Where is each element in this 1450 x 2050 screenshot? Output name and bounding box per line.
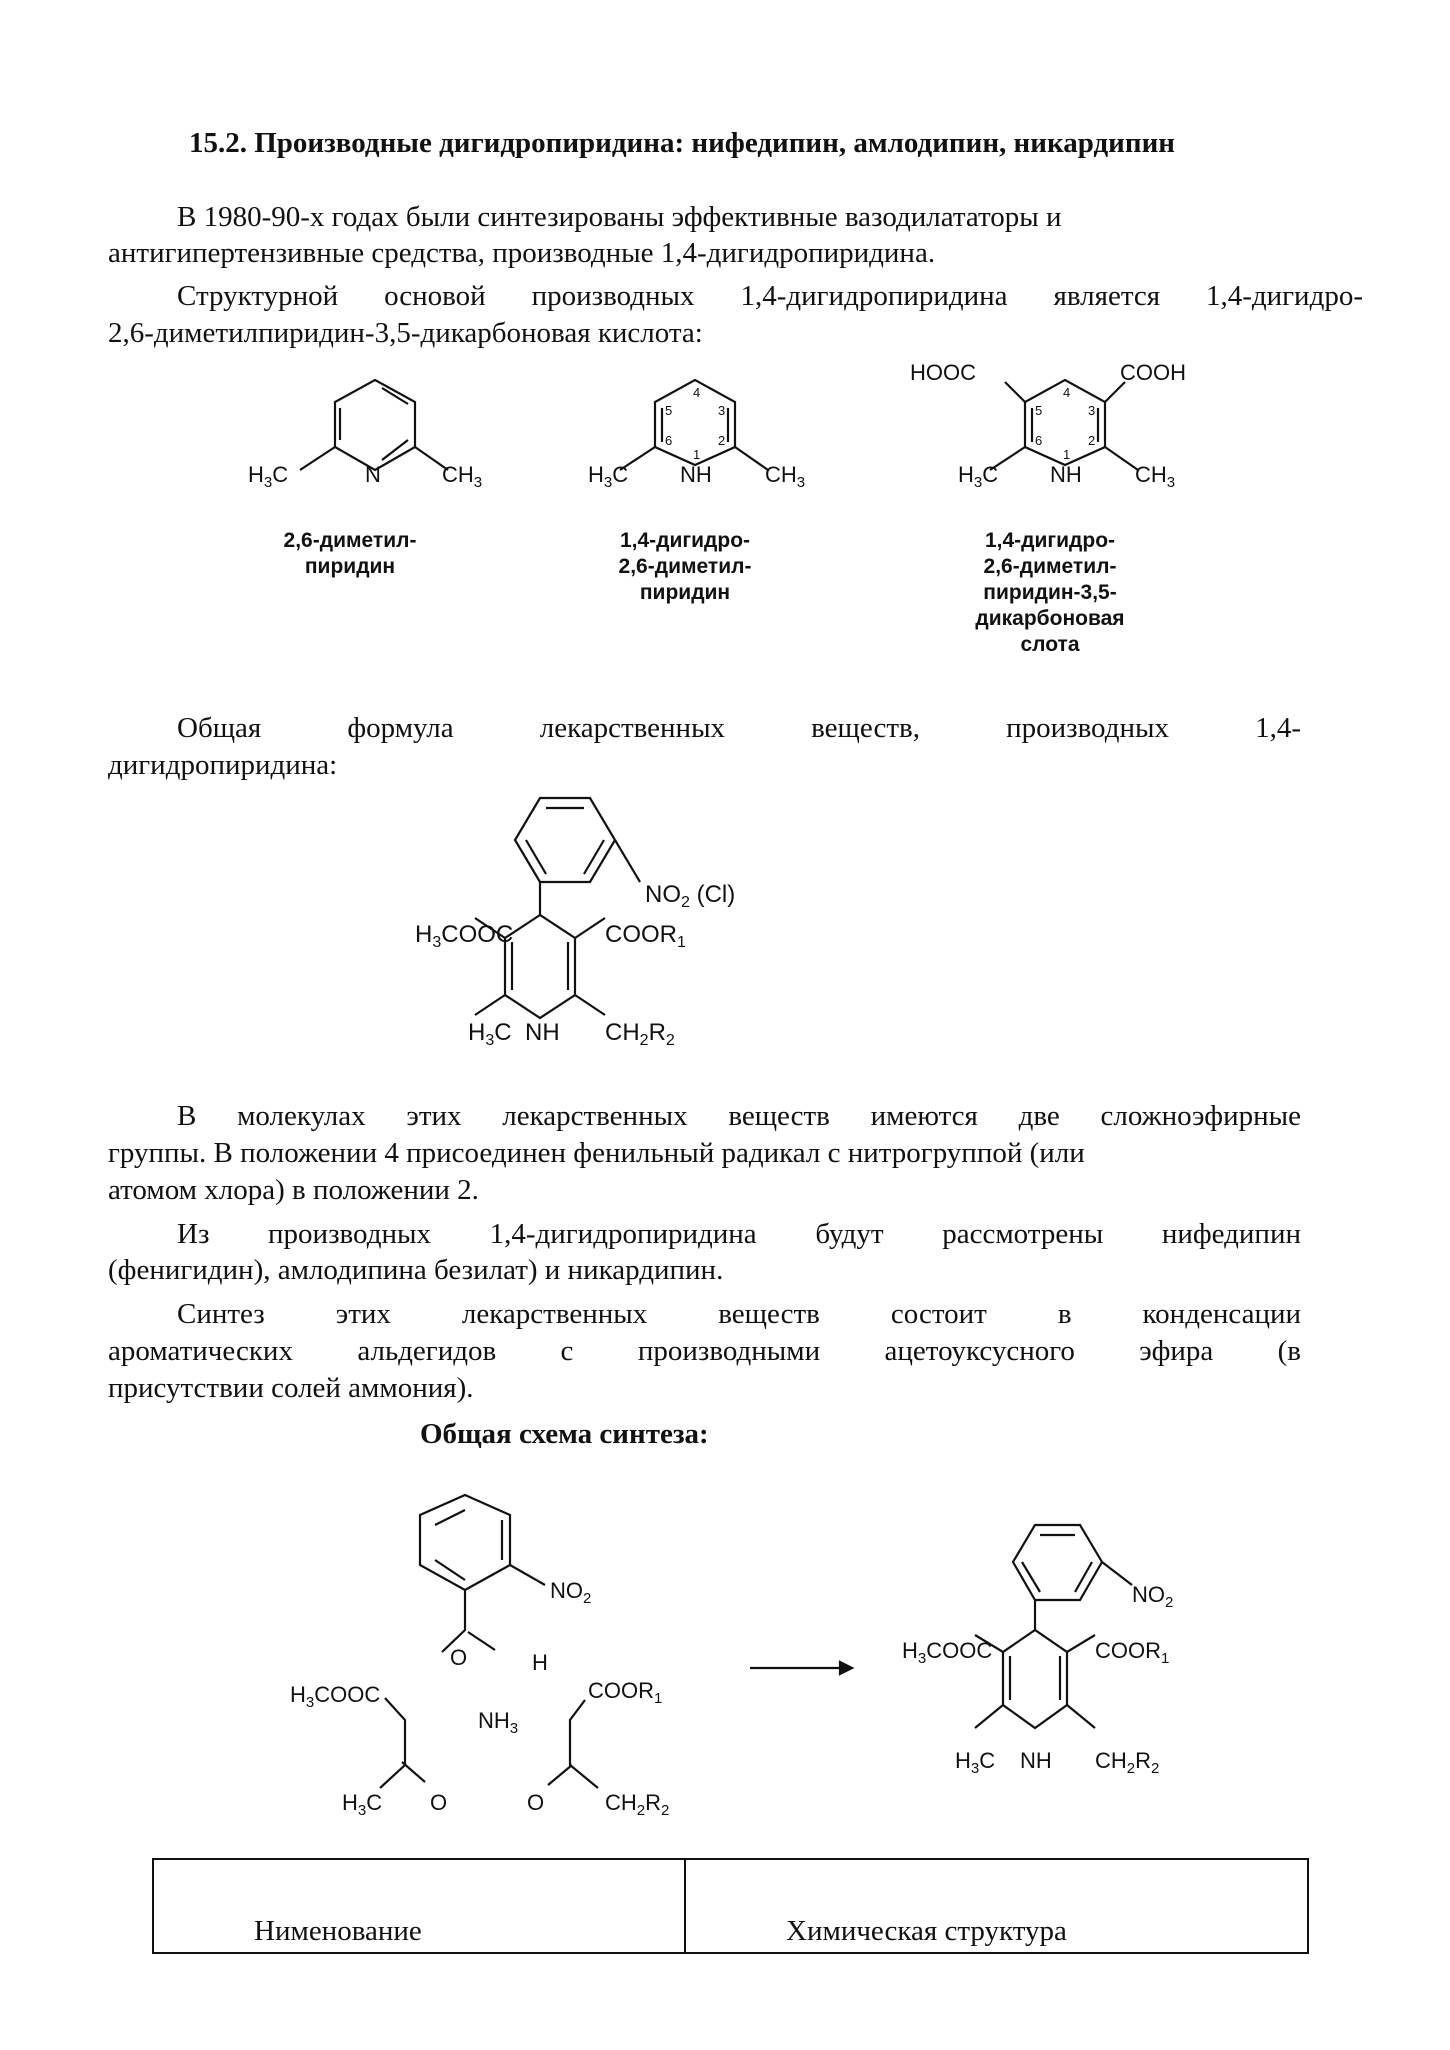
compounds-table [152,1858,1309,1954]
svg-text:CH3: $CH_3$ [1135,462,1176,491]
svg-text:6: 6 [1035,433,1043,448]
svg-text:NO2 (Cl): $NO_2$ (Cl) [645,881,736,911]
svg-text:3: 3 [1088,403,1096,418]
intro-line-2: антигипертензивные средства, производные 1,4-дигидропиридина. [108,237,936,269]
general-formula-structure [400,790,820,1060]
svg-text:CH2R2: $CH_2R_2$ [605,1790,670,1819]
svg-text:O: O [450,1645,468,1670]
structure-dimethylpyridine [300,380,448,470]
svg-text:2: 2 [1088,433,1096,448]
svg-text:4: 4 [1063,385,1071,400]
svg-text:H3C: $H_3C$ [955,1748,996,1777]
svg-text:5: 5 [665,403,673,418]
svg-text:2: 2 [718,433,726,448]
svg-text:5: 5 [1035,403,1043,418]
svg-text:O: O [430,1790,448,1815]
svg-text:COOH: COOH [1120,360,1186,385]
svg-text:O: O [527,1790,545,1815]
table-header-name: Нименование [153,1859,685,1953]
svg-text:4: 4 [693,385,701,400]
svg-text:N: N [365,462,381,487]
scheme-title: Общая схема синтеза: [420,1418,709,1450]
svg-text:NH: NH [1020,1748,1052,1773]
synth-line-2: ароматических альдегидов с производными ацетоуксусного эфира (в [108,1335,1301,1367]
general-line-2: дигидропиридина: [108,749,338,781]
svg-text:H3C: $H_3C$ [248,462,289,491]
svg-text:H3C: $H_3C$ [468,1019,512,1049]
svg-text:H3C: $H_3C$ [342,1790,383,1819]
svg-text:6: 6 [665,433,673,448]
structure-label-3: 1,4-дигидро- 2,6-диметил- пиридин-3,5- дикарбоновая слота [975,529,1125,656]
section-title: 15.2. Производные дигидропиридина: нифедипин, амлодипин, никардипин [189,127,1175,159]
svg-text:NO2: $NO_2$ [1132,1582,1174,1611]
table-header-structure: Химическая структура [685,1859,1308,1953]
molecules-line-1: В молекулах этих лекарственных веществ имеются две сложноэфирные [177,1100,1301,1132]
svg-text:COOR1: $COOR_1$ [605,921,686,951]
basis-line-1: Структурной основой производных 1,4-дигидропиридина является 1,4-дигидро- [177,280,1363,312]
svg-text:COOR1: $COOR_1$ [1095,1638,1170,1667]
svg-text:NH: NH [525,1019,560,1046]
svg-text:1: 1 [693,447,701,462]
svg-text:H: H [532,1650,548,1675]
svg-text:CH3: $CH_3$ [765,462,806,491]
svg-text:3: 3 [718,403,726,418]
structures-row [220,360,1240,500]
synth-line-3: присутствии солей аммония). [108,1372,474,1404]
svg-text:1: 1 [1063,447,1071,462]
intro-line-1: В 1980-90-х годах были синтезированы эффективные вазодилататоры и [177,201,1062,233]
svg-text:H3COOC: $H_3COOC$ [902,1638,993,1667]
general-line-1: Общая формула лекарственных веществ, производных 1,4- [177,712,1301,744]
svg-text:H3COOC: $H_3COOC$ [415,921,514,951]
review-line-2: (фенигидин), амлодипина безилат) и никардипин. [108,1254,724,1286]
svg-text:NH: NH [680,462,712,487]
svg-text:COOR1: $COOR_1$ [588,1678,663,1707]
svg-text:HOOC: HOOC [910,360,976,385]
structure-label-1: 2,6-диметил- пиридин [283,529,417,578]
reaction-arrow [750,1662,852,1674]
review-line-1: Из производных 1,4-дигидропиридина будут рассмотрены нифедипин [177,1218,1301,1250]
synthesis-scheme [270,1490,1250,1830]
svg-text:NH3: $NH_3$ [478,1708,519,1737]
svg-text:CH2R2: $CH_2R_2$ [1095,1748,1160,1777]
synth-line-1: Синтез этих лекарственных веществ состоит в конденсации [177,1298,1301,1330]
table-header-row [153,1859,1308,1953]
molecules-line-3: атомом хлора) в положении 2. [108,1174,479,1206]
svg-text:H3C: $H_3C$ [588,462,629,491]
aldehyde-structure [420,1495,545,1652]
svg-text:CH3: $CH_3$ [442,462,483,491]
molecules-line-2: группы. В положении 4 присоединен фенильный радикал с нитрогруппой (или [108,1137,1085,1169]
svg-text:CH2R2: $CH_2R_2$ [605,1019,675,1049]
product-structure [975,1525,1132,1728]
svg-text:NO2: $NO_2$ [550,1578,592,1607]
svg-text:H3COOC: $H_3COOC$ [290,1682,381,1711]
svg-text:H3C: $H_3C$ [958,462,999,491]
structure-label-2: 1,4-дигидро- 2,6-диметил- пиридин [618,529,752,604]
svg-text:NH: NH [1050,462,1082,487]
basis-line-2: 2,6-диметилпиридин-3,5-дикарбоновая кислота: [108,317,703,349]
